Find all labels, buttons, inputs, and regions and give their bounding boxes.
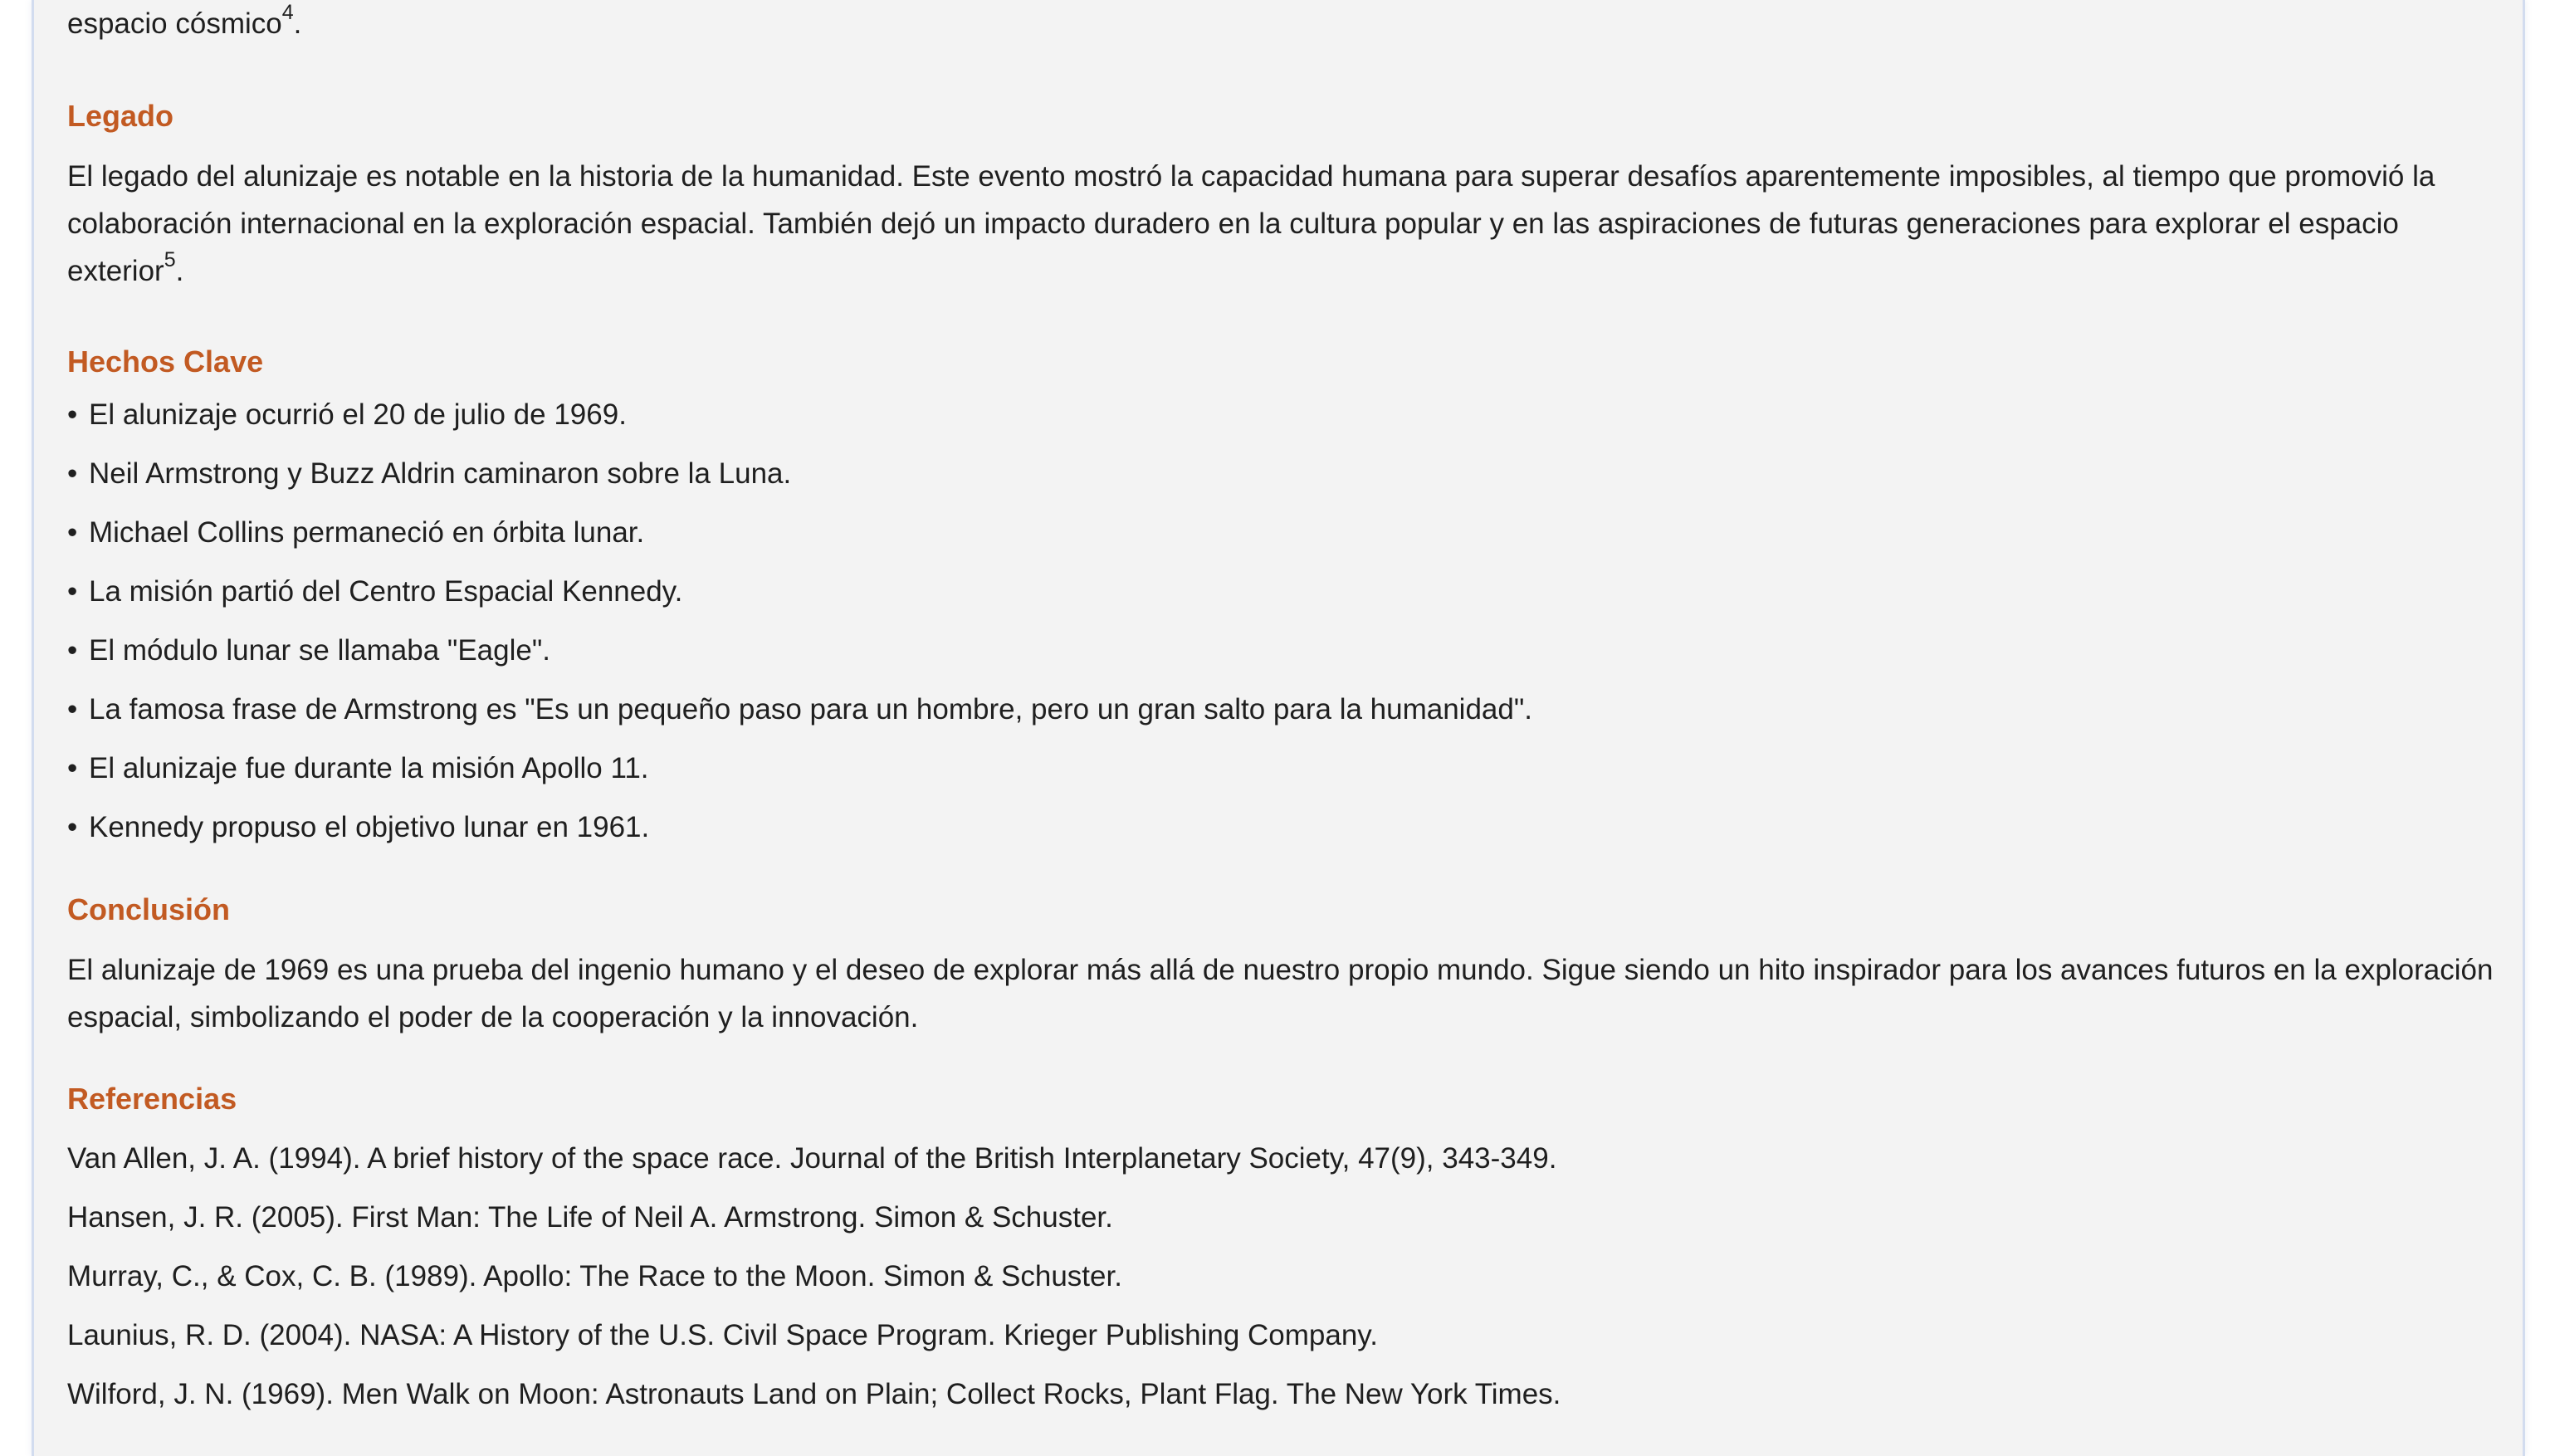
list-item: [67, 633, 1532, 691]
legacy-text: El legado del alunizaje es notable en la historia de la humanidad. Este evento mostró la capacidad humana para superar desafíos aparentemente imposibles, al tiempo que promovió la colaboración internacional en la exploración espacial. También dejó un impacto duradero en la cultura popular y en las aspiraciones de futuras generaciones para explorar el espacio exterior: [67, 160, 2435, 287]
legacy-end-punct: .: [175, 255, 184, 287]
section-heading-references: Referencias: [67, 1082, 237, 1116]
reference-item: Wilford, J. N. (1969). Men Walk on Moon: Astronauts Land on Plain; Collect Rocks, Plant Flag. The New York Times.: [67, 1378, 1561, 1410]
intro-end-punct: .: [293, 7, 302, 40]
list-item-text: El alunizaje ocurrió el 20 de julio de 1969.: [89, 398, 627, 431]
bullet-icon: •: [67, 693, 78, 726]
bullet-icon: •: [67, 516, 78, 549]
list-item: [67, 515, 1532, 574]
list-item: [67, 809, 1532, 868]
bullet-icon: •: [67, 398, 78, 431]
bullet-icon: •: [67, 634, 78, 667]
conclusion-paragraph: El alunizaje de 1969 es una prueba del ingenio humano y el deseo de explorar más allá de nuestro propio mundo. Sigue siendo un hito inspirador para los avances futuros en la exploración espacial, simbolizando el poder de la cooperación y la innovación.: [67, 954, 2494, 1033]
list-item-text: Michael Collins permaneció en órbita lunar.: [89, 516, 645, 549]
section-heading-legacy: Legado: [67, 99, 174, 133]
reference-item: Murray, C., & Cox, C. B. (1989). Apollo: The Race to the Moon. Simon & Schuster.: [67, 1260, 1122, 1292]
list-item: [67, 456, 1532, 515]
list-item-text: La famosa frase de Armstrong es "Es un pequeño paso para un hombre, pero un gran salto para la humanidad".: [89, 693, 1532, 726]
reference-item: Hansen, J. R. (2005). First Man: The Life of Neil A. Armstrong. Simon & Schuster.: [67, 1201, 1113, 1234]
reference-item: Launius, R. D. (2004). NASA: A History of the U.S. Civil Space Program. Krieger Publishing Company.: [67, 1319, 1378, 1351]
legacy-paragraph: [67, 153, 2516, 295]
bullet-icon: •: [67, 575, 78, 608]
intro-text: espacio cósmico: [67, 7, 282, 40]
footnote-4: 4: [281, 1, 294, 25]
list-item: [67, 397, 1532, 456]
bullet-icon: •: [67, 752, 78, 784]
reference-item: Van Allen, J. A. (1994). A brief history of the space race. Journal of the British Interplanetary Society, 47(9), 343-349.: [67, 1142, 1557, 1175]
list-item-text: La misión partió del Centro Espacial Kennedy.: [89, 575, 683, 608]
list-item-text: El alunizaje fue durante la misión Apollo 11.: [89, 752, 649, 784]
section-heading-key-facts: Hechos Clave: [67, 344, 264, 379]
list-item-text: El módulo lunar se llamaba "Eagle".: [89, 634, 550, 667]
list-item-text: Kennedy propuso el objetivo lunar en 1961.: [89, 811, 650, 843]
bullet-icon: •: [67, 811, 78, 843]
list-item: [67, 574, 1532, 633]
section-heading-conclusion: Conclusión: [67, 892, 230, 926]
list-item: [67, 691, 1532, 750]
list-item-text: Neil Armstrong y Buzz Aldrin caminaron sobre la Luna.: [89, 457, 792, 490]
footnote-5: 5: [164, 248, 176, 272]
list-item: [67, 750, 1532, 809]
key-facts-list: [67, 397, 1532, 868]
intro-paragraph-tail: [67, 0, 301, 47]
bullet-icon: •: [67, 457, 78, 490]
references-list: [67, 1141, 1561, 1435]
document-page: [32, 0, 2525, 1456]
